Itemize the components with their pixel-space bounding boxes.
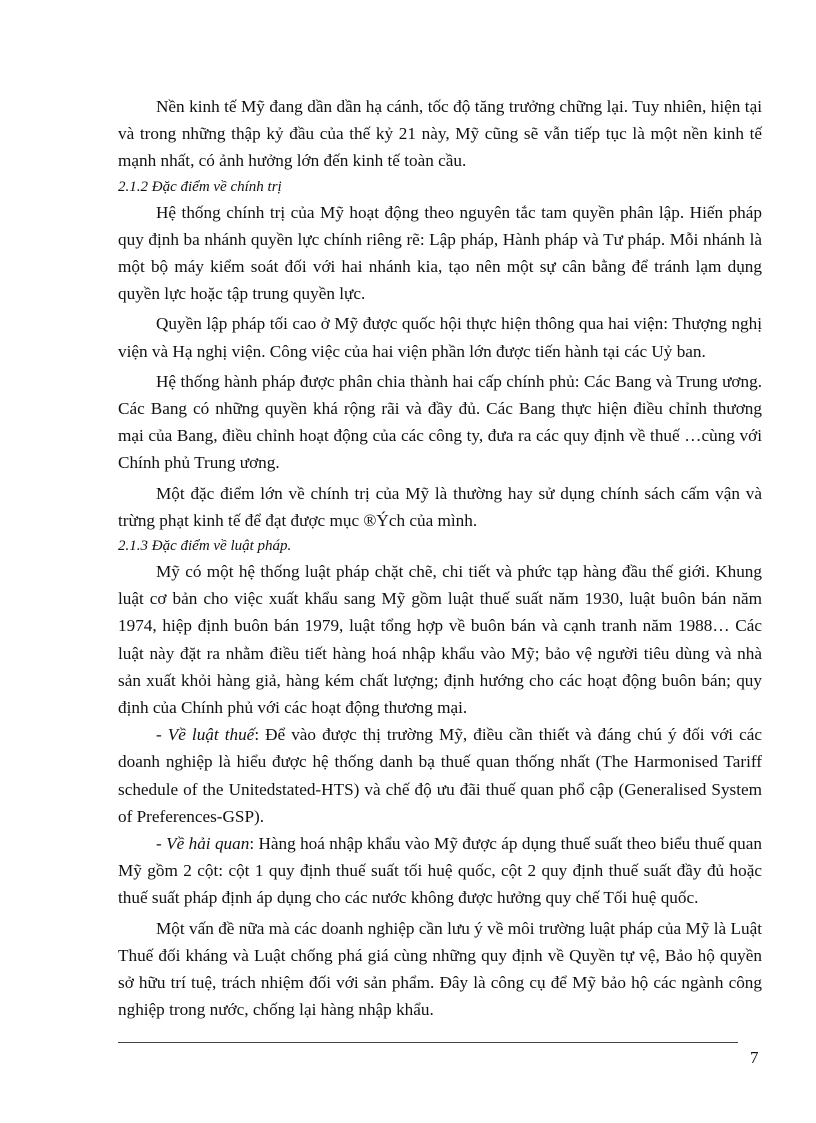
document-body — [118, 93, 762, 1024]
paragraph-trade-protection: Một vấn đề nữa mà các doanh nghiệp cần lưu ý về môi trường luật pháp của Mỹ là Luật Thuế đối kháng và Luật chống phá giá cùng những quy định về Quyền tự vệ, Bảo hộ quyền sở hữu trí tuệ, trách nhiệm đối với sản phẩm. Đây là công cụ để Mỹ bảo hộ các ngành công nghiệp trong nước, chống lại hàng nhập khẩu. — [118, 918, 762, 1020]
paragraph-executive: Hệ thống hành pháp được phân chia thành hai cấp chính phủ: Các Bang và Trung ương. Các Bang có những quyền khá rộng rãi và đầy đủ. Các Bang thực hiện điều chỉnh thương mại của Bang, điều chỉnh hoạt động của các công ty, đưa ra các quy định về thuế …cùng với Chính phủ Trung ương. — [118, 371, 762, 473]
paragraph-customs — [118, 830, 762, 912]
page-number: 7 — [750, 1048, 759, 1067]
customs-label: - Về hải quan — [156, 834, 250, 854]
section-heading-politics: 2.1.2 Đặc điểm về chính trị — [118, 178, 282, 195]
section-heading-law: 2.1.3 Đặc điểm về luật pháp. — [118, 538, 292, 555]
paragraph-economy-summary: Nền kinh tế Mỹ đang dần dần hạ cánh, tốc độ tăng trưởng chững lại. Tuy nhiên, hiện tại và trong những thập kỷ đầu của thế kỷ 21 này, Mỹ cũng sẽ vẫn tiếp tục là một nền kinh tế mạnh nhất, có ảnh hưởng lớn đến kinh tế toàn cầu. — [118, 97, 762, 171]
tax-law-label: - Về luật thuế — [156, 725, 255, 745]
paragraph-legal-system: Mỹ có một hệ thống luật pháp chặt chẽ, chi tiết và phức tạp hàng đầu thế giới. Khung luật cơ bản cho việc xuất khẩu sang Mỹ gồm luật thuế suất năm 1930, luật buôn bán năm 1974, hiệp định buôn bán 1979, luật tổng hợp về buôn bán và cạnh tranh năm 1988… Các luật này đặt ra nhằm điều tiết hàng hoá nhập khẩu vào Mỹ; bảo vệ người tiêu dùng và nhà sản xuất khỏi hàng giả, hàng kém chất lượng; định hướng cho các hoạt động buôn bán; quy định của Chính phủ với các hoạt động thương mại. — [118, 562, 762, 718]
paragraph-separation-of-powers: Hệ thống chính trị của Mỹ hoạt động theo nguyên tắc tam quyền phân lập. Hiến pháp quy định ba nhánh quyền lực chính riêng rẽ: Lập pháp, Hành pháp và Tư pháp. Mỗi nhánh là một bộ máy kiểm soát đối với hai nhánh kia, tạo nên một sự cân bằng để tránh lạm dụng quyền lực hoặc tập trung quyền lực. — [118, 202, 762, 304]
paragraph-tax-law — [118, 721, 762, 830]
paragraph-legislature: Quyền lập pháp tối cao ở Mỹ được quốc hội thực hiện thông qua hai viện: Thượng nghị viện và Hạ nghị viện. Công việc của hai viện phần lớn được tiến hành tại các Uỷ ban. — [118, 314, 762, 361]
paragraph-sanctions: Một đặc điểm lớn về chính trị của Mỹ là thường hay sử dụng chính sách cấm vận và trừng phạt kinh tế để đạt được mục ®Ých của mình. — [118, 483, 762, 530]
customs-text: : Hàng hoá nhập khẩu vào Mỹ được áp dụng thuế suất theo biểu thuế quan Mỹ gồm 2 cột: cột 1 quy định thuế suất tối huệ quốc, cột 2 quy định thuế suất đầy đủ hoặc thuế suất pháp định áp dụng cho các nước không được hưởng quy chế Tối huệ quốc. — [118, 834, 762, 908]
footer-divider — [118, 1042, 738, 1043]
tax-law-text: : Để vào được thị trường Mỹ, điều cần thiết và đáng chú ý đối với các doanh nghiệp là hiểu được hệ thống danh bạ thuế quan thống nhất (The Harmonised Tariff schedule of the Unitedstated-HTS) và chế độ ưu đãi thuế quan phổ cập (Generalised System of Preferences-GSP). — [118, 725, 762, 826]
